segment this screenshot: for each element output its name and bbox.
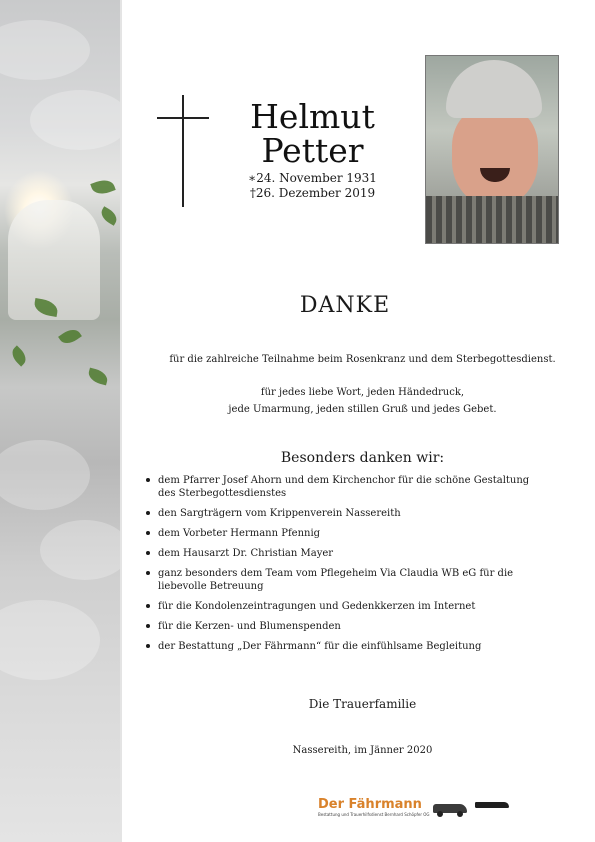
- deceased-name: [230, 97, 395, 170]
- last-name: Petter: [261, 131, 364, 170]
- birth-date: ∗24. November 1931: [248, 171, 377, 185]
- thanks-list: [146, 474, 546, 660]
- page-title: DANKE: [299, 293, 391, 318]
- funeral-home-subtitle: Bestattung und Trauerhilfsdienst Bernhard Schöpfer OG: [318, 812, 430, 817]
- first-name: Helmut: [250, 97, 375, 136]
- list-item: dem Hausarzt Dr. Christian Mayer: [146, 547, 546, 560]
- list-item: dem Vorbeter Hermann Pfennig: [146, 527, 546, 540]
- signature: Die Trauerfamilie: [308, 697, 417, 711]
- gratitude-line: für jedes liebe Wort, jeden Händedruck,: [260, 387, 465, 398]
- cross-icon: [157, 95, 209, 207]
- candle: [8, 200, 100, 320]
- list-item: dem Pfarrer Josef Ahorn und dem Kirchenchor für die schöne Gestaltung des Sterbegottesdienstes: [146, 474, 546, 500]
- list-item: den Sargträgern vom Krippenverein Nassereith: [146, 507, 546, 520]
- list-item: für die Kondolenzeintragungen und Gedenkkerzen im Internet: [146, 600, 546, 613]
- portrait-photo: [425, 55, 559, 244]
- place-date: Nassereith, im Jänner 2020: [292, 745, 433, 756]
- gratitude-text: [130, 384, 595, 418]
- intro-text: für die zahlreiche Teilnahme beim Rosenkranz und dem Sterbegottesdienst.: [169, 354, 556, 365]
- decorative-side-image: [0, 0, 120, 842]
- divider: [120, 0, 122, 842]
- list-item: für die Kerzen- und Blumenspenden: [146, 620, 546, 633]
- gratitude-line: jede Umarmung, jeden stillen Gruß und jedes Gebet.: [228, 404, 497, 415]
- list-item: ganz besonders dem Team vom Pflegeheim Via Claudia WB eG für die liebevolle Betreuung: [146, 567, 546, 593]
- life-dates: [230, 171, 395, 201]
- death-date: †26. Dezember 2019: [249, 186, 376, 200]
- list-item: der Bestattung „Der Fährmann“ für die einfühlsame Begleitung: [146, 640, 546, 653]
- hearse-icon: [475, 799, 509, 813]
- hearse-icon: [433, 801, 467, 817]
- funeral-home-logo: Der Fährmann: [318, 797, 422, 812]
- special-thanks-heading: Besonders danken wir:: [280, 450, 445, 466]
